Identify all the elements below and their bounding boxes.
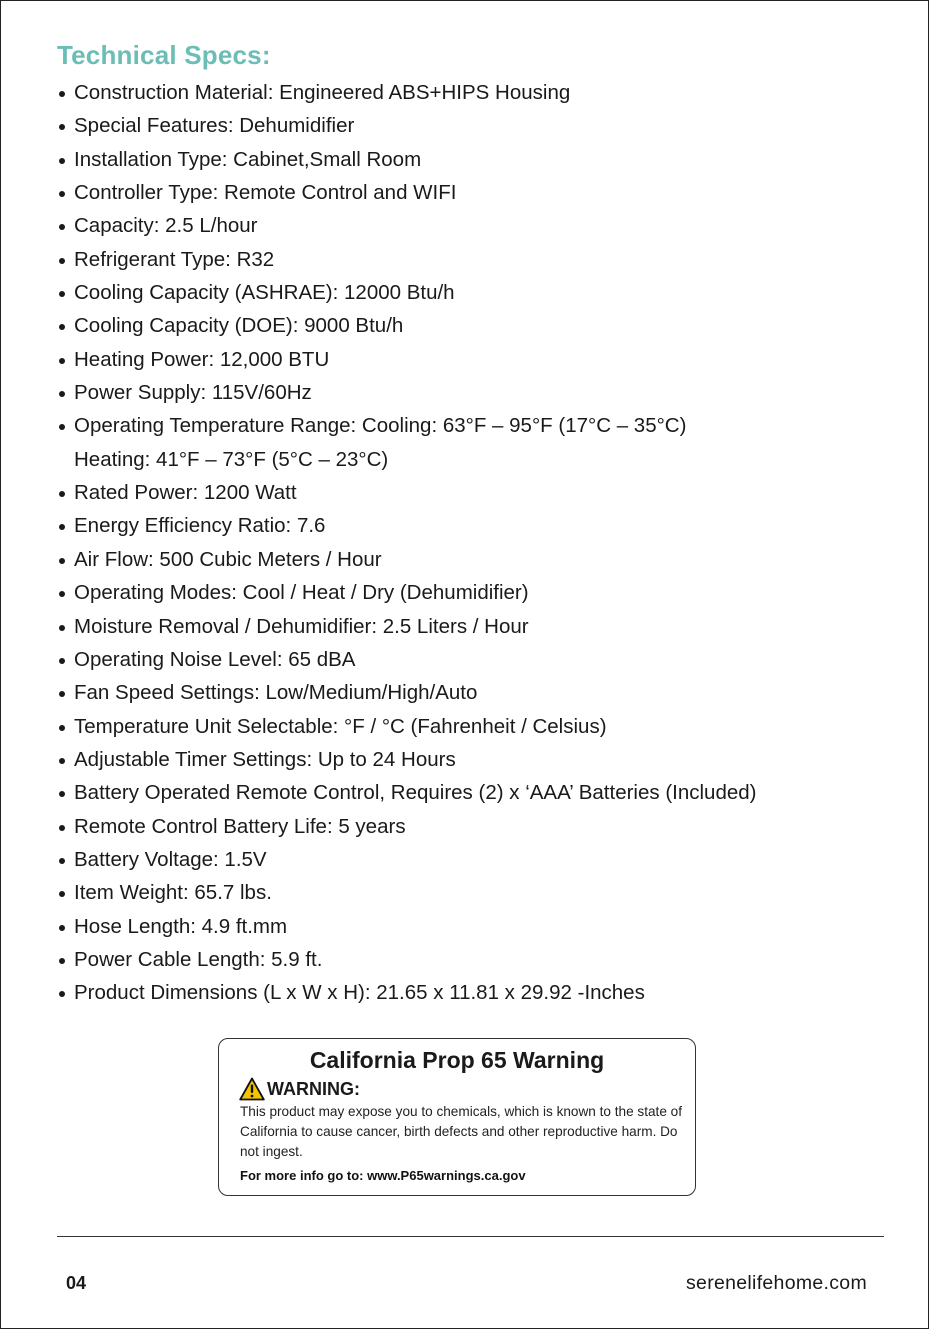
spec-item: Construction Material: Engineered ABS+HIPS Housing [57,76,757,109]
spec-list [57,76,757,1010]
spec-item: Battery Operated Remote Control, Requires (2) x ‘AAA’ Batteries (Included) [57,776,757,809]
spec-item: Remote Control Battery Life: 5 years [57,810,757,843]
spec-item-continuation: Heating: 41°F – 73°F (5°C – 23°C) [74,447,389,471]
page-number: 04 [66,1273,87,1293]
spec-item: Operating Temperature Range: Cooling: 63°F – 95°F (17°C – 35°C) Heating: 41°F – 73°F (5°C – 23°C) [57,409,757,476]
spec-item: Operating Modes: Cool / Heat / Dry (Dehumidifier) [57,576,757,609]
warning-title: California Prop 65 Warning [309,1047,605,1073]
footer-divider [57,1236,884,1237]
spec-item: Heating Power: 12,000 BTU [57,343,757,376]
spec-item: Special Features: Dehumidifier [57,109,757,142]
spec-item: Moisture Removal / Dehumidifier: 2.5 Liters / Hour [57,610,757,643]
prop65-warning-box [218,1038,696,1196]
spec-item: Adjustable Timer Settings: Up to 24 Hours [57,743,757,776]
spec-item: Power Supply: 115V/60Hz [57,376,757,409]
spec-item: Hose Length: 4.9 ft.mm [57,910,757,943]
spec-item: Product Dimensions (L x W x H): 21.65 x 11.81 x 29.92 -Inches [57,976,757,1009]
spec-item: Rated Power: 1200 Watt [57,476,757,509]
spec-item: Fan Speed Settings: Low/Medium/High/Auto [57,676,757,709]
specs-title: Technical Specs: [57,40,271,70]
warning-info-link: For more info go to: www.P65warnings.ca.gov [240,1168,526,1183]
spec-item: Operating Noise Level: 65 dBA [57,643,757,676]
spec-item: Battery Voltage: 1.5V [57,843,757,876]
spec-item: Item Weight: 65.7 lbs. [57,876,757,909]
spec-item: Capacity: 2.5 L/hour [57,209,757,242]
warning-heading [239,1077,360,1101]
spec-item: Cooling Capacity (ASHRAE): 12000 Btu/h [57,276,757,309]
spec-item: Installation Type: Cabinet,Small Room [57,143,757,176]
site-url: serenelifehome.com [686,1272,867,1294]
spec-item: Power Cable Length: 5.9 ft. [57,943,757,976]
spec-item: Temperature Unit Selectable: °F / °C (Fahrenheit / Celsius) [57,710,757,743]
spec-item: Air Flow: 500 Cubic Meters / Hour [57,543,757,576]
warning-body: This product may expose you to chemicals, which is known to the state of California to cause cancer, birth defects and other reproductive harm. Do not ingest. [240,1104,683,1159]
spec-item: Energy Efficiency Ratio: 7.6 [57,509,757,542]
warning-triangle-icon [239,1077,265,1101]
spec-item: Refrigerant Type: R32 [57,243,757,276]
spec-item: Cooling Capacity (DOE): 9000 Btu/h [57,309,757,342]
warning-heading-label: WARNING: [267,1078,360,1099]
spec-item: Controller Type: Remote Control and WIFI [57,176,757,209]
